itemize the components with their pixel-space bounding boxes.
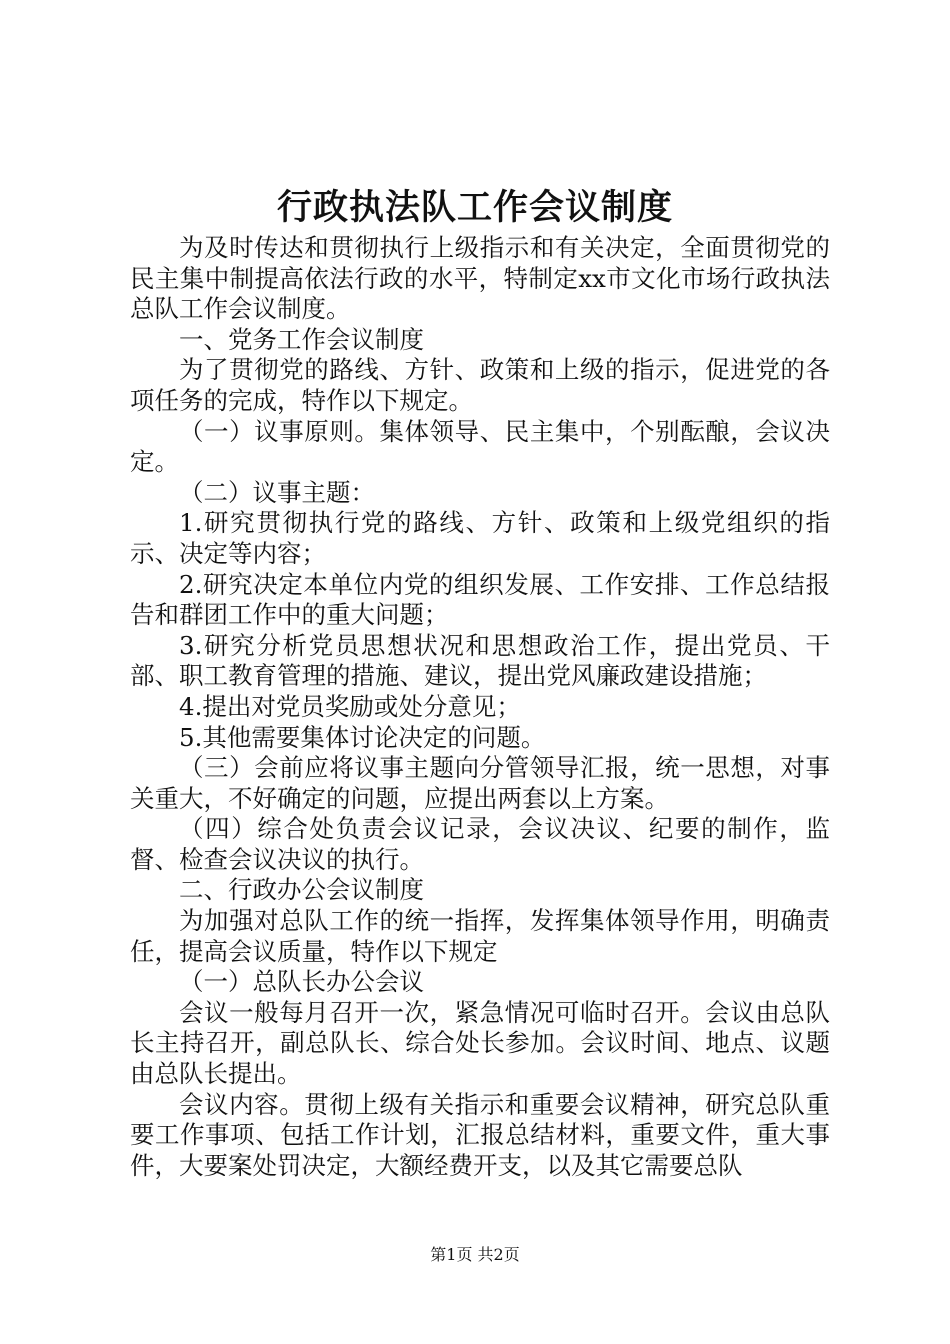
paragraph-director-meeting-schedule: 会议一般每月召开一次，紧急情况可临时召开。会议由总队长主持召开，副总队长、综合处长参加。会议时间、地点、议题由总队长提出。 [130,997,830,1089]
document-body [130,233,830,1181]
paragraph-pre-meeting: （三）会前应将议事主题向分管领导汇报，统一思想，对事关重大，不好确定的问题，应提出两套以上方案。 [130,753,830,813]
list-item-topic-1: 1.研究贯彻执行党的路线、方针、政策和上级党组织的指示、决定等内容； [130,508,830,568]
section-heading-party-meeting: 一、党务工作会议制度 [179,324,424,354]
paragraph-party-purpose: 为了贯彻党的路线、方针、政策和上级的指示，促进党的各项任务的完成，特作以下规定。 [130,355,830,415]
paragraph-topics-heading: （二）议事主题： [179,477,375,507]
list-item-topic-5: 5.其他需要集体讨论决定的问题。 [179,722,546,752]
section-heading-admin-meeting: 二、行政办公会议制度 [179,875,424,905]
page-footer: 第1页 共2页 [430,1245,520,1264]
list-item-topic-2: 2.研究决定本单位内党的组织发展、工作安排、工作总结报告和群团工作中的重大问题； [130,569,830,630]
paragraph-principle: （一）议事原则。集体领导、民主集中，个别酝酿，会议决定。 [130,416,830,477]
paragraph-director-meeting-heading: （一）总队长办公会议 [179,967,424,997]
paragraph-records: （四）综合处负责会议记录，会议决议、纪要的制作，监督、检查会议决议的执行。 [130,814,830,874]
paragraph-admin-purpose: 为加强对总队工作的统一指挥，发挥集体领导作用，明确责任，提高会议质量，特作以下规定 [130,906,830,966]
paragraph-meeting-content: 会议内容。贯彻上级有关指示和重要会议精神，研究总队重要工作事项、包括工作计划，汇报总结材料，重要文件，重大事件，大要案处罚决定，大额经费开支，以及其它需要总队 [130,1089,830,1180]
paragraph-intro: 为及时传达和贯彻执行上级指示和有关决定，全面贯彻党的民主集中制提高依法行政的水平，特制定xx市文化市场行政执法总队工作会议制度。 [130,233,830,324]
list-item-topic-3: 3.研究分析党员思想状况和思想政治工作，提出党员、干部、职工教育管理的措施、建议，提出党风廉政建设措施； [130,630,830,691]
list-item-topic-4: 4.提出对党员奖励或处分意见； [179,691,521,721]
document-title: 行政执法队工作会议制度 [276,187,673,228]
